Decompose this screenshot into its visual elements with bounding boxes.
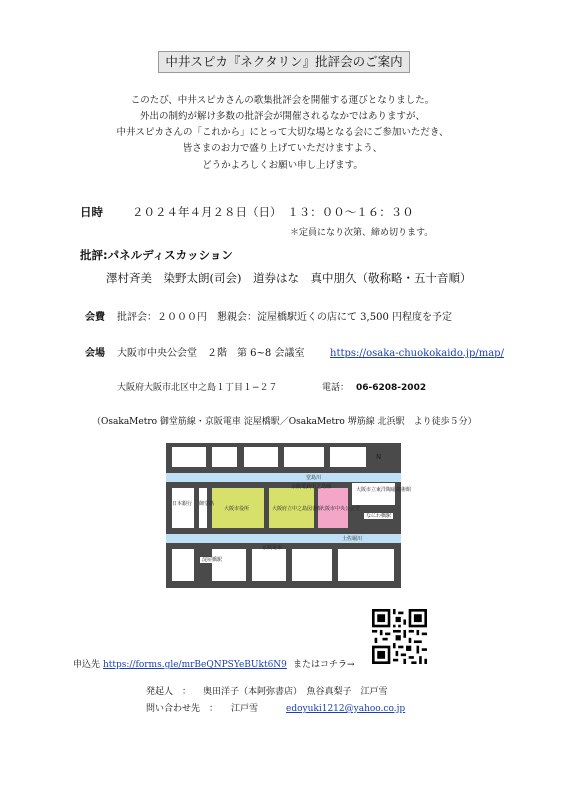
map-label: 大阪市役所	[224, 506, 250, 512]
intro-line: 皆さまのお力で盛り上げていただけますよう、	[182, 143, 383, 154]
fee-value: 批評会：２０００円 懇親会：淀屋橋駅近くの店にて 3,500 円程度を予定	[117, 312, 452, 323]
tosabori-river	[166, 534, 401, 543]
map-label: 御堂筋	[199, 501, 215, 507]
contact-name: 江戸雪	[231, 704, 259, 714]
qr-code-icon[interactable]	[372, 609, 427, 664]
organizers-label: 発起人 ：	[146, 687, 192, 697]
map-label: 堂島川	[306, 475, 322, 481]
panel-label: 批評:パネルディスカッション	[80, 248, 233, 262]
map-label: 京阪電車	[262, 545, 283, 551]
map-label: 大阪市中央公会堂	[320, 506, 361, 512]
venue-url-link[interactable]: https://osaka-chuokokaido.jp/map/	[330, 348, 504, 359]
venue-tel: 06-6208-2002	[356, 383, 427, 393]
schedule-note: ＊定員になり次第、締め切ります。	[290, 228, 434, 238]
north-arrow-icon: N	[376, 453, 382, 461]
map-label: 土佐堀川	[342, 536, 363, 542]
organizers-names: 奥田洋子（本阿弥書店） 魚谷真梨子 江戸雪	[203, 687, 388, 697]
venue-map	[166, 443, 412, 588]
apply-form-link[interactable]: https://forms.gle/mrBeQNPSYeBUkt6N9	[103, 660, 287, 670]
map-label: 大阪市立東洋陶磁美術館	[356, 487, 412, 493]
contact-email-link[interactable]: edoyuki1212@yahoo.co.jp	[286, 704, 406, 714]
venue-label: 会場	[85, 348, 105, 359]
map-label: 京阪電鉄中之島線	[291, 484, 332, 490]
map-label: 日本銀行	[172, 501, 193, 507]
venue-name: 大阪市中央公会堂 ２階 第 6~8 会議室	[117, 348, 305, 359]
map-label: 大阪府立中之島図書館	[272, 506, 323, 512]
apply-label: 申込先	[73, 660, 101, 670]
page-title: 中井スピカ『ネクタリン』批評会のご案内	[158, 51, 410, 73]
map-label: 淀屋橋駅	[202, 557, 223, 563]
intro-line: 外出の制約が解け多数の批評会が開催されるなかではありますが、	[139, 111, 425, 122]
map-label: なにわ橋駅	[366, 513, 392, 519]
doujima-river	[166, 473, 401, 482]
schedule-label: 日時	[80, 205, 103, 219]
venue-access: （OsakaMetro 御堂筋線・京阪電車 淀屋橋駅／OsakaMetro 堺筋線 北浜駅 より徒歩５分）	[92, 417, 477, 427]
intro-line: どうかよろしくお願い申し上げます。	[202, 160, 363, 171]
intro-line: このたび、中井スピカさんの歌集批評会を開催する運びとなりました。	[130, 95, 435, 106]
intro-line: 中井スピカさんの「これから」にとって大切な場となる会にご参加いただき、	[116, 127, 449, 138]
panel-members: 澤村斉美 染野太朗(司会) 道券はな 真中朋久（敬称略・五十音順）	[106, 271, 472, 285]
contact-label: 問い合わせ先 ：	[146, 704, 219, 714]
venue-tel-label: 電話：	[322, 383, 350, 393]
schedule-value: ２０２４年４月２８日（日） １３：００〜１６：３０	[132, 205, 414, 219]
apply-suffix: またはコチラ→	[293, 660, 355, 670]
venue-address: 大阪府大阪市北区中之島１丁目１−２７	[117, 383, 278, 393]
fee-label: 会費	[85, 312, 105, 323]
